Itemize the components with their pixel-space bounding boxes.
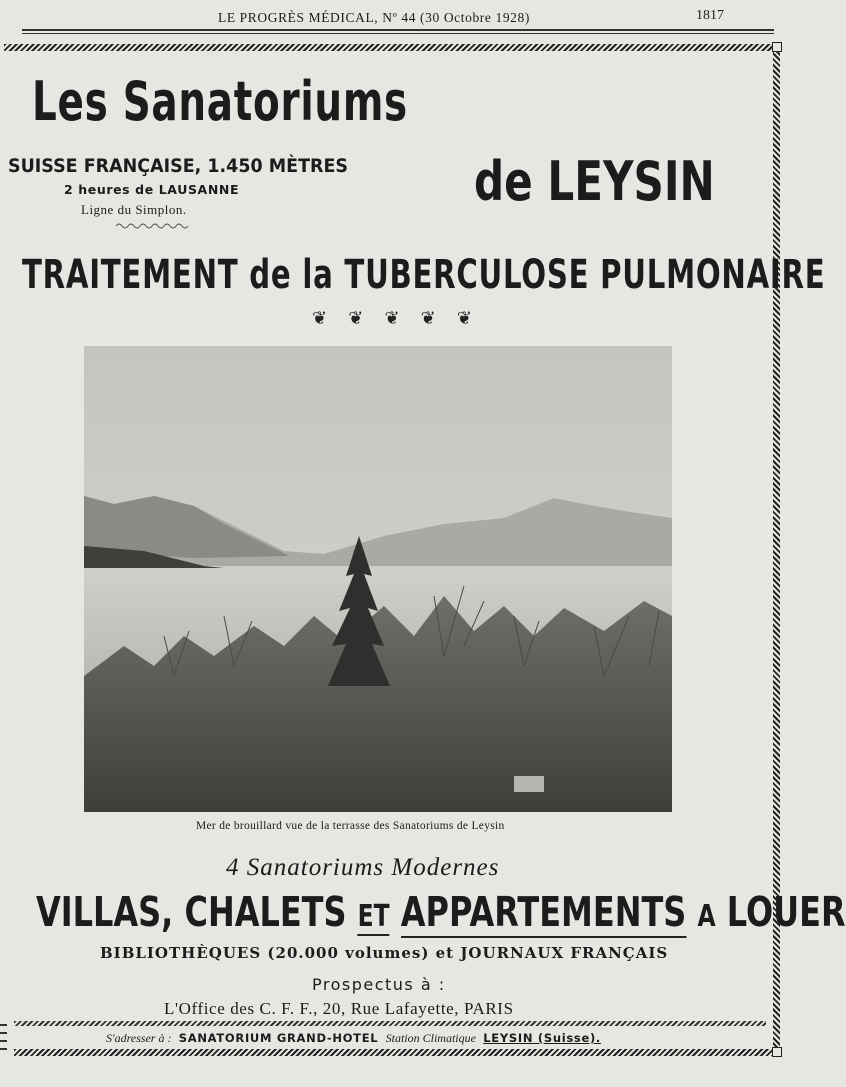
rent-et: ET bbox=[357, 899, 390, 934]
margin-marks bbox=[0, 1018, 10, 1063]
photo-caption: Mer de brouillard vue de la terrasse des Sanatoriums de Leysin bbox=[196, 820, 505, 832]
rent-part1: VILLAS, CHALETS bbox=[36, 888, 347, 936]
prospectus-label: Prospectus à : bbox=[312, 975, 446, 994]
rent-line bbox=[36, 888, 846, 936]
frame-corner bbox=[772, 1047, 782, 1057]
rent-part3: LOUER bbox=[726, 888, 846, 936]
ad-title: Les Sanatoriums bbox=[32, 70, 408, 133]
fleuron-icon: ❦ bbox=[348, 308, 364, 329]
page-number: 1817 bbox=[696, 8, 724, 23]
rail-line: Ligne du Simplon. bbox=[81, 202, 187, 217]
contact-prefix: S'adresser à : bbox=[106, 1031, 172, 1045]
library-line: BIBLIOTHÈQUES (20.000 volumes) et JOURNAUX FRANÇAIS bbox=[100, 944, 669, 962]
altitude-line: SUISSE FRANÇAISE, 1.450 MÈTRES bbox=[8, 155, 349, 177]
squiggle-ornament bbox=[116, 222, 192, 230]
place-name: de LEYSIN bbox=[474, 150, 715, 213]
running-head bbox=[0, 8, 800, 28]
sanatoriums-count: 4 Sanatoriums Modernes bbox=[226, 854, 500, 881]
treatment-heading: TRAITEMENT de la TUBERCULOSE PULMONAIRE bbox=[22, 252, 826, 298]
office-address: L'Office des C. F. F., 20, Rue Lafayette, PARIS bbox=[164, 999, 514, 1018]
fleuron-icon: ❦ bbox=[384, 308, 400, 329]
frame-corner bbox=[772, 42, 782, 52]
frame-top-border bbox=[4, 44, 774, 51]
ornament-row bbox=[312, 310, 472, 332]
frame-bottom-border bbox=[14, 1049, 780, 1056]
journal-title: LE PROGRÈS MÉDICAL, Nº 44 (30 Octobre 1928) bbox=[218, 10, 530, 25]
contact-line bbox=[106, 1031, 601, 1046]
fleuron-icon: ❦ bbox=[420, 308, 436, 329]
hotel-name: SANATORIUM GRAND-HOTEL bbox=[178, 1031, 379, 1045]
rent-part2: APPARTEMENTS bbox=[400, 888, 687, 936]
fleuron-icon: ❦ bbox=[312, 308, 328, 329]
ornamental-rule bbox=[14, 1021, 766, 1026]
town-name: LEYSIN (Suisse). bbox=[483, 1031, 601, 1045]
fleuron-icon: ❦ bbox=[456, 308, 472, 329]
header-rule bbox=[22, 29, 774, 31]
distance-line: 2 heures de LAUSANNE bbox=[64, 182, 240, 197]
header-rule-thin bbox=[22, 33, 774, 34]
station-label: Station Climatique bbox=[385, 1031, 476, 1045]
rent-a: A bbox=[697, 899, 716, 934]
landscape-photo bbox=[84, 346, 672, 812]
